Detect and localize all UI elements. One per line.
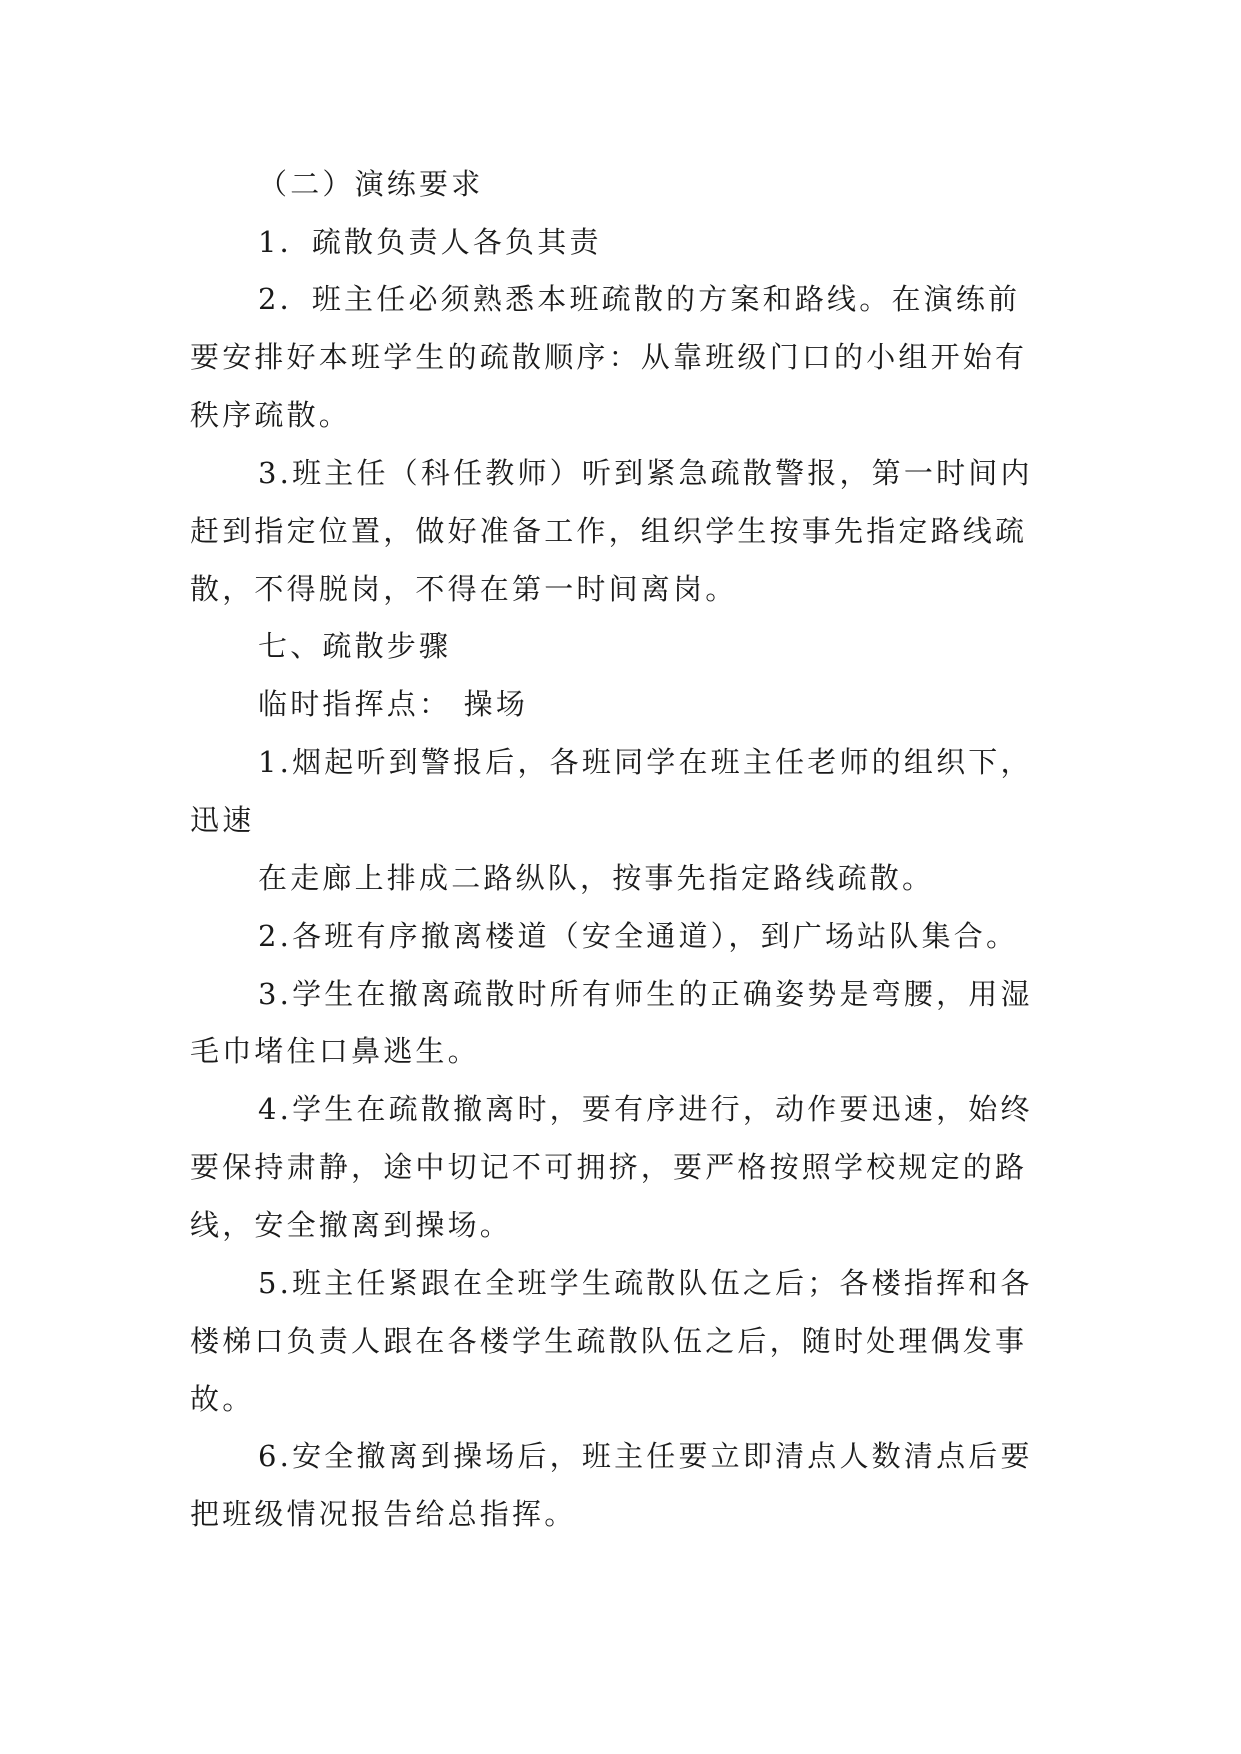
paragraph-line: 毛巾堵住口鼻逃生。 <box>190 1034 480 1068</box>
paragraph-line: 楼梯口负责人跟在各楼学生疏散队伍之后，随时处理偶发事 <box>190 1324 1028 1358</box>
paragraph-line: 3.班主任（科任教师）听到紧急疏散警报，第一时间内 <box>258 456 1033 490</box>
paragraph-line: 把班级情况报告给总指挥。 <box>190 1497 577 1531</box>
paragraph-line: 3.学生在撤离疏散时所有师生的正确姿势是弯腰，用湿 <box>258 977 1033 1011</box>
paragraph-line: 散，不得脱岗，不得在第一时间离岗。 <box>190 572 738 606</box>
paragraph-line: 2．班主任必须熟悉本班疏散的方案和路线。在演练前 <box>258 282 1021 316</box>
section-heading-drill-requirements: （二）演练要求 <box>258 167 484 201</box>
paragraph-line: 4.学生在疏散撤离时，要有序进行，动作要迅速，始终 <box>258 1092 1033 1126</box>
paragraph-line: 1．疏散负责人各负其责 <box>258 225 602 259</box>
section-heading-evacuation-steps: 七、疏散步骤 <box>258 629 452 663</box>
paragraph-line: 迅速 <box>190 803 255 837</box>
paragraph-line: 2.各班有序撤离楼道（安全通道），到广场站队集合。 <box>258 919 1019 953</box>
paragraph-line: 5.班主任紧跟在全班学生疏散队伍之后；各楼指挥和各 <box>258 1266 1033 1300</box>
paragraph-line: 在走廊上排成二路纵队，按事先指定路线疏散。 <box>258 861 935 895</box>
paragraph-line: 临时指挥点： 操场 <box>258 687 529 721</box>
paragraph-line: 线，安全撤离到操场。 <box>190 1208 513 1242</box>
paragraph-line: 要安排好本班学生的疏散顺序：从靠班级门口的小组开始有 <box>190 340 1028 374</box>
paragraph-line: 6.安全撤离到操场后，班主任要立即清点人数清点后要 <box>258 1439 1033 1473</box>
paragraph-line: 秩序疏散。 <box>190 398 352 432</box>
paragraph-line: 1.烟起听到警报后，各班同学在班主任老师的组织下， <box>258 745 1033 779</box>
paragraph-line: 故。 <box>190 1382 255 1416</box>
paragraph-line: 赶到指定位置，做好准备工作，组织学生按事先指定路线疏 <box>190 514 1028 548</box>
paragraph-line: 要保持肃静，途中切记不可拥挤，要严格按照学校规定的路 <box>190 1150 1028 1184</box>
